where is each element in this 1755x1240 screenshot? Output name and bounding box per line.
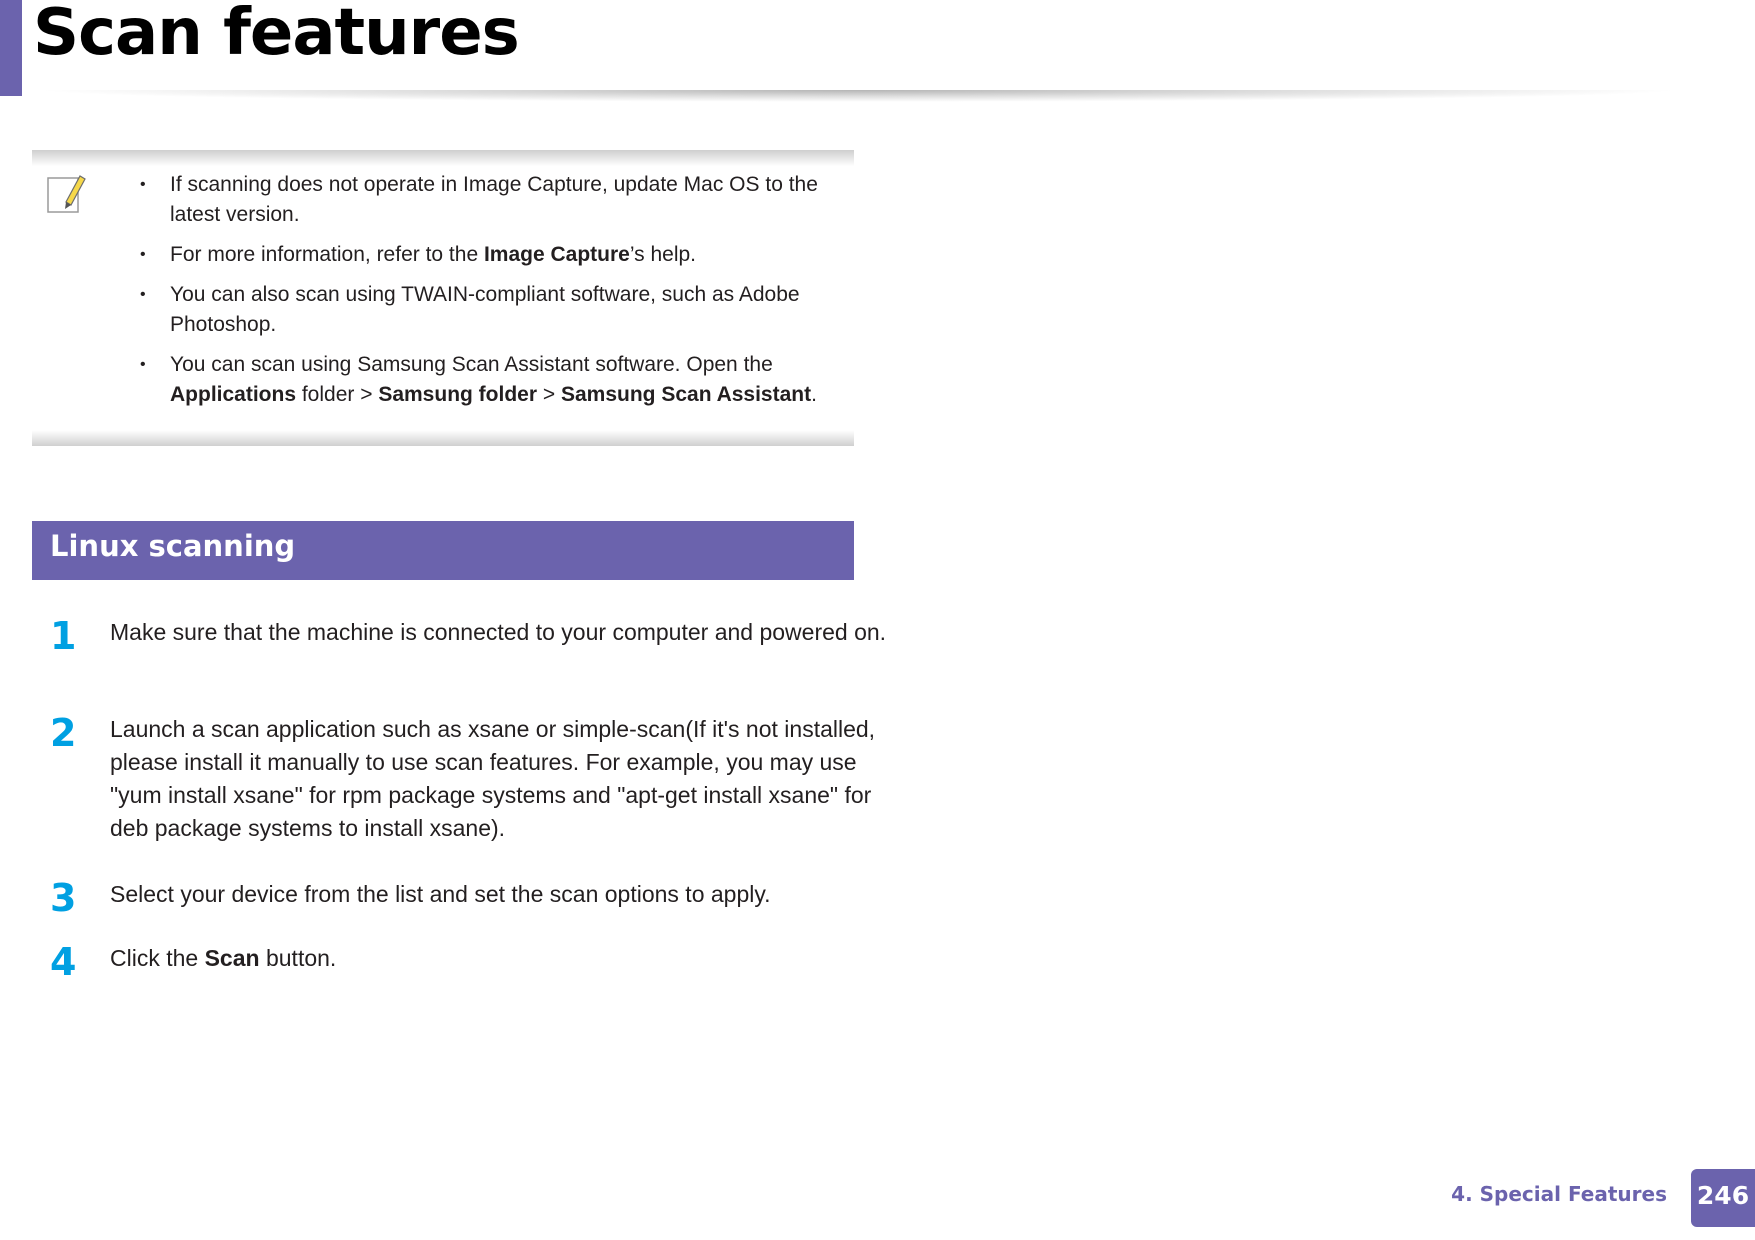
page-number-badge bbox=[1691, 1169, 1755, 1227]
page-number: 246 bbox=[1696, 1181, 1750, 1210]
step-number: 2 bbox=[50, 711, 77, 755]
note-item: • If scanning does not operate in Image Capture, update Mac OS to the latest version. bbox=[132, 170, 852, 230]
step-text: Select your device from the list and set the scan options to apply. bbox=[110, 881, 771, 907]
footer-chapter-label: 4. Special Features bbox=[1451, 1182, 1667, 1206]
note-item: • You can also scan using TWAIN-compliant software, such as Adobe Photoshop. bbox=[132, 280, 852, 340]
note-list bbox=[132, 170, 852, 420]
step-number: 4 bbox=[50, 940, 77, 984]
page-title: Scan features bbox=[33, 0, 519, 70]
note-item: • For more information, refer to the Image Capture’s help. bbox=[132, 240, 852, 270]
step-text: Click the Scan button. bbox=[110, 945, 337, 971]
note-pencil-icon bbox=[46, 172, 86, 216]
section-header bbox=[32, 521, 854, 580]
title-divider bbox=[33, 90, 1683, 102]
step-text: Launch a scan application such as xsane or simple-scan(If it's not installed, please install it manually to use scan features. For example, you may use "yum install xsane" for rpm package systems and "apt-get install xsane" for deb package systems to install xsane). bbox=[110, 716, 876, 841]
note-bottom-border bbox=[32, 430, 854, 446]
note-top-border bbox=[32, 150, 854, 166]
note-item: • You can scan using Samsung Scan Assistant software. Open the Applications folder > Samsung folder > Samsung Scan Assistant. bbox=[132, 350, 852, 410]
chapter-side-bar bbox=[0, 0, 22, 96]
step-text: Make sure that the machine is connected to your computer and powered on. bbox=[110, 619, 887, 645]
step-number: 1 bbox=[50, 614, 77, 658]
section-title: Linux scanning bbox=[50, 529, 296, 563]
step-number: 3 bbox=[50, 876, 77, 920]
note-box bbox=[32, 150, 854, 446]
